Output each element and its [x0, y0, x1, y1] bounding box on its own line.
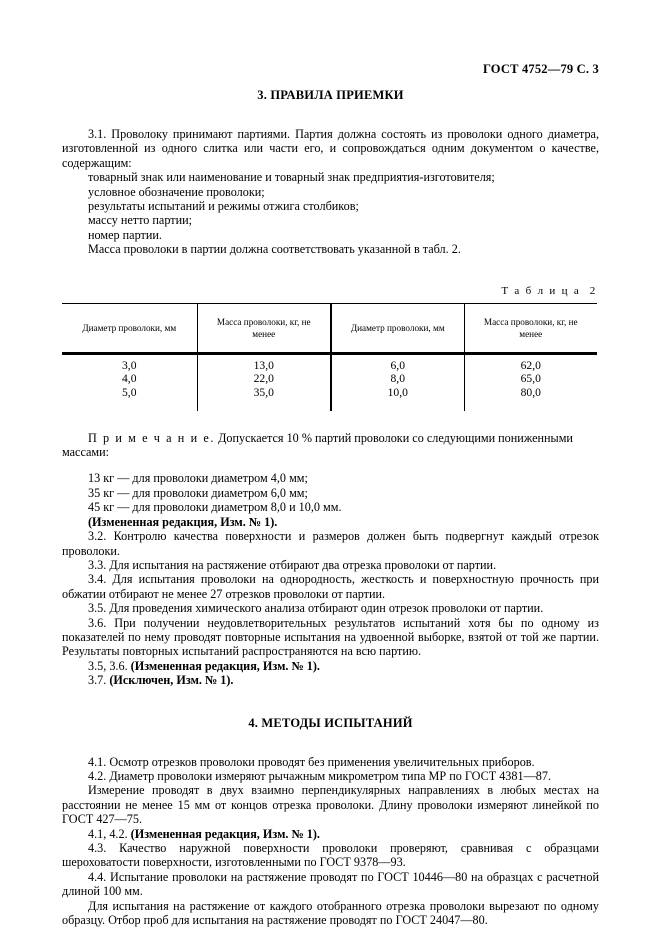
table-cell-value: 4,0 — [122, 372, 137, 386]
clause-3-5: 3.5. Для проведения химического анализа отбирают один отрезок проволоки от партии. — [88, 601, 544, 616]
clause-3-5-3-6-revision — [62, 659, 599, 673]
clause-4-2: 4.2. Диаметр проволоки измеряют рычажным микрометром типа МР по ГОСТ 4381—87. — [88, 768, 551, 783]
list-item: Масса проволоки в партии должна соответствовать указанной в табл. 2. — [88, 242, 461, 257]
clause-3-1: 3.1. Проволоку принимают партиями. Партия должна состоять из проволоки одного диаметра, изготовленной из одного слитка или части его, и сопровождаться одним документом о качестве, содержащим: — [62, 127, 599, 170]
clause-3-2: 3.2. Контролю качества поверхности и размеров должен быть подвергнут каждый отрезок проволоки. — [62, 529, 599, 558]
clause-4-4: 4.4. Испытание проволоки на растяжение проводят по ГОСТ 10446—80 на образцах с расчетной длиной 100 мм. — [62, 869, 599, 899]
table-cell-value: 35,0 — [253, 385, 274, 399]
table-header-cell: Масса проволоки, кг, не менее — [483, 316, 578, 339]
table-cell-value: 13,0 — [253, 358, 274, 372]
page-content — [62, 88, 599, 927]
table-cell-value: 22,0 — [253, 372, 274, 386]
note-list-item: 45 кг — для проволоки диаметром 8,0 и 10,0 мм. — [88, 500, 342, 515]
table-cell-value: 6,0 — [390, 358, 405, 372]
section-4-heading: 4. МЕТОДЫ ИСПЫТАНИЙ — [248, 715, 413, 730]
table-cell-value: 8,0 — [390, 372, 405, 386]
table-cell-value: 3,0 — [122, 358, 137, 372]
clause-4-4-continued: Для испытания на растяжение от каждого отобранного отрезка проволоки вырезают по одному образцу. Отбор проб для испытания на растяжение проводят по ГОСТ 24047—80. — [62, 898, 599, 928]
clause-3-7-revision — [62, 673, 599, 687]
clause-number: 4.1, 4.2. — [88, 826, 131, 841]
table-cell-diameter-2 — [331, 355, 464, 411]
list-item: товарный знак или наименование и товарный знак предприятия-изготовителя; — [88, 170, 495, 185]
list-item: номер партии. — [88, 227, 162, 242]
table-cell-value: 10,0 — [387, 385, 408, 399]
table-2 — [62, 304, 597, 352]
section-3-heading: 3. ПРАВИЛА ПРИЕМКИ — [257, 88, 404, 102]
clause-number: 3.7. — [88, 673, 110, 688]
clause-3-3: 3.3. Для испытания на растяжение отбирают два отрезка проволоки от партии. — [88, 557, 497, 572]
table-2-body — [62, 355, 597, 411]
table-header-cell: Диаметр проволоки, мм — [331, 304, 464, 352]
revision-note: (Измененная редакция, Изм. № 1). — [130, 658, 320, 673]
revision-note: (Исключен, Изм. № 1). — [109, 673, 234, 688]
table-cell-value: 80,0 — [520, 385, 541, 399]
table-cell-mass-1 — [197, 355, 331, 411]
table-2-caption — [62, 285, 599, 297]
table-header-row — [62, 304, 597, 352]
note-list-item: 13 кг — для проволоки диаметром 4,0 мм; — [88, 471, 308, 486]
revision-note: (Измененная редакция, Изм. № 1). — [130, 826, 320, 841]
clause-4-1: 4.1. Осмотр отрезков проволоки проводят без применения увеличительных приборов. — [88, 754, 535, 769]
table-header-cell: Масса проволоки, кг, не менее — [197, 304, 331, 352]
table-cell-value: 65,0 — [520, 372, 541, 386]
table-note — [62, 431, 599, 460]
running-head-text: ГОСТ 4752—79 С. 3 — [482, 62, 599, 76]
clause-3-4: 3.4. Для испытания проволоки на однородность, жесткость и поверхностную прочность при обжатии отбирают не менее 27 отрезков проволоки от партии. — [62, 572, 599, 601]
table-cell-value: 5,0 — [122, 385, 137, 399]
clause-4-1-4-2-revision — [62, 827, 599, 841]
list-item: массу нетто партии; — [88, 213, 193, 228]
running-header — [62, 62, 599, 77]
note-text: Допускается 10 % партий проволоки со следующими пониженными массами: — [62, 430, 573, 460]
table-caption-label: Т а б л и ц а — [501, 284, 581, 297]
table-caption-number: 2 — [589, 284, 597, 297]
table-cell-value: 62,0 — [520, 358, 541, 372]
note-revision: (Измененная редакция, Изм. № 1). — [88, 514, 278, 529]
table-header-cell: Диаметр проволоки, мм — [62, 304, 197, 352]
note-label: П р и м е ч а н и е. — [88, 430, 216, 445]
clause-4-2-continued: Измерение проводят в двух взаимно перпендикулярных направлениях в любых местах на расстоянии не менее 15 мм от концов отрезка проволоки. Длину проволоки измеряют линейкой по ГОСТ 427—75. — [62, 783, 599, 827]
clause-number: 3.5, 3.6. — [88, 658, 131, 673]
clause-3-6: 3.6. При получении неудовлетворительных результатов испытаний хотя бы по одному из показателей по нему проводят повторные испытания на удвоенной выборке, взятой от той же партии. Результаты повторных испытаний распространяются на всю партию. — [62, 615, 599, 659]
table-row — [62, 355, 597, 411]
note-list-item: 35 кг — для проволоки диаметром 6,0 мм; — [88, 485, 308, 500]
list-item: условное обозначение проволоки; — [88, 184, 265, 199]
table-cell-mass-2 — [464, 355, 597, 411]
table-2-wrapper — [62, 303, 597, 411]
list-item: результаты испытаний и режимы отжига столбиков; — [88, 199, 359, 214]
clause-4-3: 4.3. Качество наружной поверхности проволоки проверяют, сравнивая с образцами шероховатости поверхности, изготовленными по ГОСТ 9378—93. — [62, 841, 599, 870]
table-cell-diameter-1 — [62, 355, 197, 411]
